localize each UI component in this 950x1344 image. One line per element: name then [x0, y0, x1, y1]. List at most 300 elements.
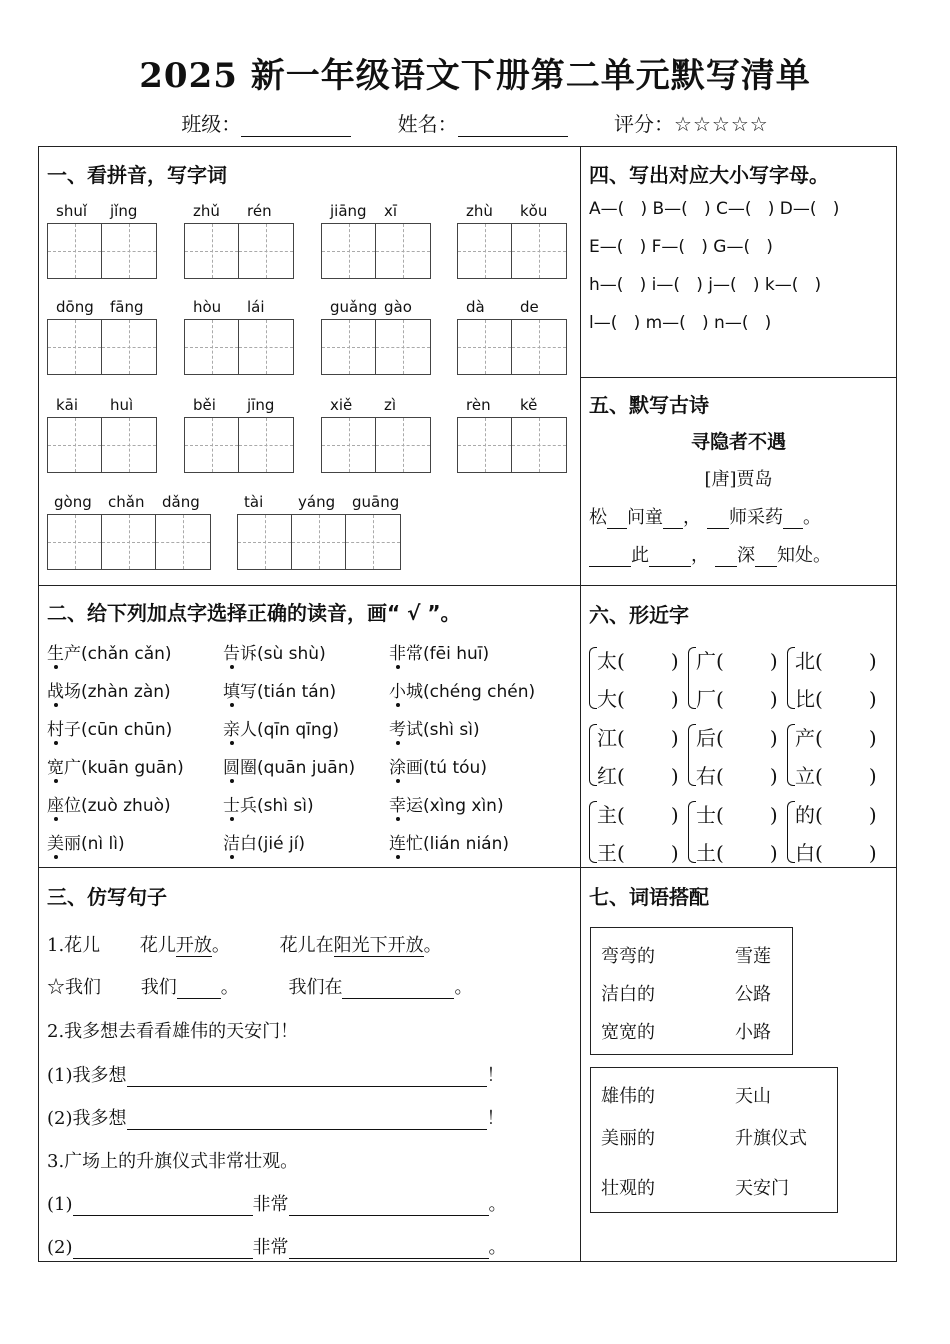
tianzige-cell[interactable] [239, 396, 293, 472]
paren: ) [769, 726, 778, 750]
pronunciation-item[interactable] [223, 829, 305, 854]
word-left[interactable]: 美丽的 [601, 1128, 655, 1149]
tianzige-cell[interactable] [239, 298, 293, 374]
word-right[interactable]: 公路 [735, 984, 771, 1005]
dotted-char: 子 [64, 720, 81, 740]
char: 太 [597, 649, 617, 673]
text: 非常 [252, 1237, 289, 1258]
text: 士 [223, 796, 240, 816]
pinyin-label: lái [247, 298, 265, 316]
text: 花儿 [139, 935, 176, 956]
text: 。 [220, 977, 239, 998]
text: 。 [803, 507, 821, 528]
pronunciation-item[interactable] [47, 639, 172, 664]
paren: ) [868, 841, 877, 865]
text: 2.我多想去看看雄伟的天安门！ [47, 1021, 299, 1042]
pinyin-options[interactable]: (cūn chūn) [81, 720, 173, 740]
text: 座 [47, 796, 64, 816]
pinyin-label: rén [247, 202, 272, 220]
section-5-title [589, 389, 709, 418]
brace-icon [787, 801, 795, 863]
answer-blank[interactable] [289, 1237, 489, 1259]
tianzige-cell[interactable] [185, 298, 239, 374]
dotted-char: 产 [64, 644, 81, 664]
page-title: 2025 新一年级语文下册第二单元默写清单 [139, 56, 811, 96]
class-field[interactable] [181, 108, 351, 137]
tianzige-cell[interactable] [156, 493, 210, 569]
answer-blank[interactable] [127, 1108, 487, 1130]
student-info-line [0, 108, 950, 137]
section-6-title [589, 599, 689, 628]
tianzige-cell[interactable] [48, 202, 102, 278]
text: 村 [47, 720, 64, 740]
text: 。 [488, 1194, 507, 1215]
text: 非常 [252, 1194, 289, 1215]
text: 非 [389, 644, 406, 664]
similar-char-row[interactable] [597, 645, 679, 674]
tianzige-grid[interactable] [457, 298, 567, 375]
imitation-line-2 [47, 973, 472, 999]
text: 圆 [223, 758, 240, 778]
char: 红 [597, 764, 617, 788]
text: 。 [488, 1237, 507, 1258]
answer-blank[interactable] [649, 545, 691, 567]
pinyin-options[interactable]: (zuò zhuò) [81, 796, 171, 816]
pinyin-options[interactable]: (fēi huī) [423, 644, 490, 664]
name-blank[interactable] [458, 119, 568, 137]
answer-blank[interactable] [589, 545, 631, 567]
similar-char-row[interactable] [795, 683, 877, 712]
pinyin-label: kāi [56, 396, 79, 414]
answer-blank[interactable] [663, 507, 683, 529]
answer-blank[interactable] [289, 1194, 489, 1216]
word-right[interactable]: 天山 [735, 1086, 771, 1107]
paren: ) [670, 726, 679, 750]
dotted-char: 城 [406, 682, 423, 702]
answer-blank[interactable] [707, 507, 729, 529]
char: 大 [597, 687, 617, 711]
char: 王 [597, 841, 617, 865]
text: ！ [486, 1108, 505, 1129]
pinyin-options[interactable]: (xìng xìn) [423, 796, 504, 816]
word-left[interactable]: 壮观的 [601, 1178, 655, 1199]
question-2-2 [47, 1104, 505, 1130]
text: 生 [47, 644, 64, 664]
text: 松 [589, 507, 607, 528]
pronunciation-item[interactable] [389, 677, 535, 702]
dotted-char: 试 [406, 720, 423, 740]
column-divider [580, 147, 581, 1261]
paren: ) [670, 649, 679, 673]
tianzige-grid[interactable] [321, 298, 431, 375]
tianzige-cell[interactable] [376, 298, 430, 374]
pinyin-label: jīng [247, 396, 275, 414]
similar-char-row[interactable] [597, 722, 679, 751]
pinyin-label: zhǔ [193, 202, 220, 220]
pinyin-options[interactable]: (sù shù) [257, 644, 326, 664]
dotted-char: 兵 [240, 796, 257, 816]
section-5-heading: 五、默写古诗 [589, 393, 709, 417]
divider [580, 585, 897, 586]
pronunciation-item[interactable] [223, 791, 314, 816]
text: 此 [631, 545, 649, 566]
similar-char-row[interactable] [597, 799, 679, 828]
text: 考 [389, 720, 406, 740]
pinyin-label: hòu [193, 298, 222, 316]
brace-icon [787, 647, 795, 709]
paren: ( [617, 803, 625, 827]
section-1-title [47, 159, 227, 188]
pinyin-label: yáng [298, 493, 336, 511]
paren: ( [617, 841, 625, 865]
underlined-text: 阳光下开放 [333, 935, 424, 956]
pinyin-options[interactable]: (zhàn zàn) [81, 682, 171, 702]
section-7-title [589, 881, 709, 910]
worksheet-frame [38, 146, 897, 1262]
text: 亲 [223, 720, 240, 740]
similar-char-row[interactable] [696, 683, 778, 712]
paren: ) [670, 687, 679, 711]
paren: ) [769, 803, 778, 827]
letter-match-line[interactable]: E—( ) F—( ) G—( ) [589, 237, 773, 257]
pinyin-label: chǎn [108, 493, 145, 511]
section-7-heading: 七、词语搭配 [589, 885, 709, 909]
text: 。 [423, 935, 442, 956]
pinyin-label: shuǐ [56, 202, 87, 220]
tianzige-grid[interactable] [184, 202, 294, 279]
tianzige-grid[interactable] [47, 298, 157, 375]
tianzige-cell[interactable] [322, 202, 376, 278]
pronunciation-item[interactable] [389, 753, 487, 778]
brace-icon [589, 647, 597, 709]
pinyin-label: de [520, 298, 539, 316]
tianzige-cell[interactable] [376, 202, 430, 278]
similar-char-row[interactable] [795, 722, 877, 751]
text: ！ [486, 1065, 505, 1086]
pinyin-label: tài [244, 493, 264, 511]
tianzige-cell[interactable] [238, 493, 292, 569]
pronunciation-item[interactable] [47, 677, 171, 702]
similar-char-row[interactable] [597, 683, 679, 712]
paren: ) [769, 649, 778, 673]
paren: ) [868, 649, 877, 673]
divider [39, 585, 580, 586]
pronunciation-item[interactable] [223, 677, 336, 702]
text: 。 [211, 935, 230, 956]
pinyin-label: dǎng [162, 493, 200, 511]
text: 告 [223, 644, 240, 664]
dotted-char: 画 [406, 758, 423, 778]
pronunciation-item[interactable] [389, 829, 509, 854]
pinyin-options[interactable]: (qīn qīng) [257, 720, 340, 740]
dotted-char: 白 [240, 834, 257, 854]
dotted-char: 诉 [240, 644, 257, 664]
dotted-char: 写 [240, 682, 257, 702]
paren: ) [868, 687, 877, 711]
section-2-heading: 二、给下列加点字选择正确的读音，画“ √ ”。 [47, 601, 461, 625]
pinyin-label: kǒu [520, 202, 548, 220]
pronunciation-item[interactable] [223, 715, 339, 740]
char: 土 [696, 841, 716, 865]
brace-icon [688, 647, 696, 709]
text: 。 [454, 977, 473, 998]
brace-icon [688, 724, 696, 786]
tianzige-cell[interactable] [48, 396, 102, 472]
answer-blank[interactable] [73, 1237, 253, 1259]
pinyin-options[interactable]: (quān juān) [257, 758, 356, 778]
text: 1.花儿 [47, 935, 101, 956]
section-4-title [589, 159, 829, 188]
pinyin-options[interactable]: (chǎn cǎn) [81, 644, 172, 664]
tianzige-grid[interactable] [184, 396, 294, 473]
pinyin-label: xī [384, 202, 398, 220]
brace-icon [688, 801, 696, 863]
pronunciation-item[interactable] [389, 715, 480, 740]
word-match-box-1 [590, 927, 793, 1055]
char: 的 [795, 803, 815, 827]
pronunciation-item[interactable] [47, 715, 172, 740]
char: 主 [597, 803, 617, 827]
pinyin-options[interactable]: (tián tán) [257, 682, 337, 702]
tianzige-cell[interactable] [346, 493, 400, 569]
section-6-heading: 六、形近字 [589, 603, 689, 627]
paren: ) [670, 803, 679, 827]
text: (2)我多想 [47, 1108, 127, 1129]
paren: ( [815, 803, 823, 827]
letter-match-line[interactable]: h—( ) i—( ) j—( ) k—( ) [589, 275, 822, 295]
section-4-heading: 四、写出对应大小写字母。 [589, 163, 829, 187]
dotted-char: 圈 [240, 758, 257, 778]
paren: ( [815, 764, 823, 788]
section-1-heading: 一、看拼音，写字词 [47, 163, 227, 187]
pinyin-options[interactable]: (tú tóu) [423, 758, 487, 778]
tianzige-cell[interactable] [185, 396, 239, 472]
class-blank[interactable] [241, 119, 351, 137]
paren: ( [617, 726, 625, 750]
pinyin-label: xiě [330, 396, 353, 414]
paren: ) [769, 841, 778, 865]
char: 厂 [696, 687, 716, 711]
similar-char-row[interactable] [696, 799, 778, 828]
tianzige-grid[interactable] [321, 202, 431, 279]
pinyin-label: fāng [110, 298, 144, 316]
word-left[interactable]: 弯弯的 [601, 946, 655, 967]
pinyin-label: zì [384, 396, 397, 414]
dotted-char: 丽 [64, 834, 81, 854]
question-3-2 [47, 1233, 507, 1259]
paren: ) [670, 764, 679, 788]
text: 连 [389, 834, 406, 854]
tianzige-cell[interactable] [239, 202, 293, 278]
pinyin-label: běi [193, 396, 216, 414]
text: (1)我多想 [47, 1065, 127, 1086]
paren: ) [868, 764, 877, 788]
answer-blank[interactable] [607, 507, 627, 529]
word-right[interactable]: 升旗仪式 [735, 1128, 807, 1149]
poem-line-2 [589, 541, 831, 567]
paren: ( [716, 764, 724, 788]
tianzige-cell[interactable] [102, 202, 156, 278]
similar-char-row[interactable] [597, 760, 679, 789]
dotted-char: 场 [64, 682, 81, 702]
word-left[interactable]: 洁白的 [601, 984, 655, 1005]
pronunciation-item[interactable] [223, 639, 326, 664]
answer-blank[interactable] [715, 545, 737, 567]
answer-blank[interactable] [73, 1194, 253, 1216]
char: 白 [795, 841, 815, 865]
tianzige-cell[interactable] [102, 396, 156, 472]
pronunciation-item[interactable] [47, 829, 125, 854]
paren: ) [868, 726, 877, 750]
pinyin-label: dōng [56, 298, 94, 316]
text: 宽 [47, 758, 64, 778]
similar-char-row[interactable] [795, 760, 877, 789]
text: 深 [737, 545, 755, 566]
text: 问童 [627, 507, 663, 528]
pinyin-label: gào [384, 298, 412, 316]
text: (2) [47, 1237, 73, 1258]
pinyin-label: zhù [466, 202, 493, 220]
brace-icon [589, 724, 597, 786]
text: 我们 [140, 977, 177, 998]
similar-char-row[interactable] [696, 837, 778, 866]
dotted-char: 广 [64, 758, 81, 778]
underlined-text: 开放 [175, 935, 212, 956]
name-field[interactable] [398, 108, 568, 137]
paren: ( [815, 649, 823, 673]
tianzige-cell[interactable] [376, 396, 430, 472]
answer-blank[interactable] [342, 977, 454, 999]
pronunciation-item[interactable] [47, 753, 184, 778]
tianzige-grid[interactable] [457, 202, 567, 279]
dotted-char: 位 [64, 796, 81, 816]
word-left[interactable]: 宽宽的 [601, 1022, 655, 1043]
letter-match-line[interactable]: l—( ) m—( ) n—( ) [589, 313, 772, 333]
pinyin-options[interactable]: (jié jí) [257, 834, 306, 854]
word-right[interactable]: 天安门 [735, 1178, 789, 1199]
pinyin-options[interactable]: (shì sì) [257, 796, 314, 816]
dotted-char: 常 [406, 644, 423, 664]
brace-icon [589, 801, 597, 863]
word-right[interactable]: 小路 [735, 1022, 771, 1043]
tianzige-grid[interactable] [47, 493, 211, 570]
char: 广 [696, 649, 716, 673]
text: 美 [47, 834, 64, 854]
tianzige-cell[interactable] [512, 298, 566, 374]
pinyin-options[interactable]: (lián nián) [423, 834, 509, 854]
paren: ( [617, 687, 625, 711]
answer-blank[interactable] [783, 507, 803, 529]
answer-blank[interactable] [755, 545, 777, 567]
char: 士 [696, 803, 716, 827]
tianzige-cell[interactable] [292, 493, 346, 569]
pinyin-label: jiāng [330, 202, 367, 220]
char: 右 [696, 764, 716, 788]
tianzige-cell[interactable] [322, 298, 378, 374]
similar-char-row[interactable] [795, 837, 877, 866]
pronunciation-item[interactable] [389, 791, 504, 816]
paren: ( [617, 649, 625, 673]
char: 产 [795, 726, 815, 750]
word-left[interactable]: 雄伟的 [601, 1086, 655, 1107]
paren: ( [617, 764, 625, 788]
question-3-1 [47, 1190, 507, 1216]
similar-char-row[interactable] [696, 760, 778, 789]
similar-char-row[interactable] [795, 799, 877, 828]
paren: ) [769, 687, 778, 711]
pinyin-options[interactable]: (chéng chén) [423, 682, 536, 702]
tianzige-grid[interactable] [321, 396, 431, 473]
text: (1) [47, 1194, 73, 1215]
text: 小 [389, 682, 406, 702]
score-label: 评分： [614, 112, 675, 136]
text: 知处。 [777, 545, 831, 566]
pronunciation-item[interactable] [389, 639, 489, 664]
paren: ( [815, 841, 823, 865]
tianzige-cell[interactable] [458, 202, 512, 278]
tianzige-cell[interactable] [512, 202, 566, 278]
tianzige-cell[interactable] [458, 298, 512, 374]
char: 北 [795, 649, 815, 673]
tianzige-cell[interactable] [512, 396, 566, 472]
similar-char-row[interactable] [795, 645, 877, 674]
answer-blank[interactable] [127, 1065, 487, 1087]
similar-char-row[interactable] [696, 722, 778, 751]
tianzige-cell[interactable] [48, 298, 102, 374]
pinyin-options[interactable]: (nì lì) [81, 834, 125, 854]
poem-author: [唐]贾岛 [704, 469, 773, 490]
section-3-heading: 三、仿写句子 [47, 885, 167, 909]
text: 师采药 [729, 507, 783, 528]
tianzige-cell[interactable] [458, 396, 512, 472]
pinyin-label: dà [466, 298, 485, 316]
char: 后 [696, 726, 716, 750]
similar-char-row[interactable] [696, 645, 778, 674]
text: 花儿在 [279, 935, 334, 956]
letter-match-line[interactable]: A—( ) B—( ) C—( ) D—( ) [589, 199, 840, 219]
text: 涂 [389, 758, 406, 778]
text: 我们在 [288, 977, 343, 998]
tianzige-cell[interactable] [102, 298, 156, 374]
pinyin-options[interactable]: (shì sì) [423, 720, 480, 740]
tianzige-cell[interactable] [48, 493, 102, 569]
tianzige-grid[interactable] [457, 396, 567, 473]
pronunciation-item[interactable] [47, 791, 171, 816]
word-right[interactable]: 雪莲 [735, 946, 771, 967]
text: 幸 [389, 796, 406, 816]
pinyin-label: gòng [54, 493, 92, 511]
paren: ) [769, 764, 778, 788]
paren: ( [815, 687, 823, 711]
tianzige-cell[interactable] [185, 202, 239, 278]
tianzige-cell[interactable] [102, 493, 156, 569]
text: ， [691, 545, 709, 566]
pinyin-options[interactable]: (kuān guān) [81, 758, 184, 778]
answer-blank[interactable] [177, 977, 221, 999]
question-3 [47, 1147, 298, 1173]
similar-char-row[interactable] [597, 837, 679, 866]
tianzige-grid[interactable] [47, 202, 157, 279]
text: ， [683, 507, 701, 528]
pronunciation-item[interactable] [223, 753, 355, 778]
tianzige-grid[interactable] [47, 396, 157, 473]
question-2 [47, 1017, 298, 1043]
char: 立 [795, 764, 815, 788]
tianzige-cell[interactable] [322, 396, 376, 472]
tianzige-grid[interactable] [184, 298, 294, 375]
tianzige-grid[interactable] [237, 493, 401, 570]
word-match-box-2 [590, 1067, 838, 1213]
